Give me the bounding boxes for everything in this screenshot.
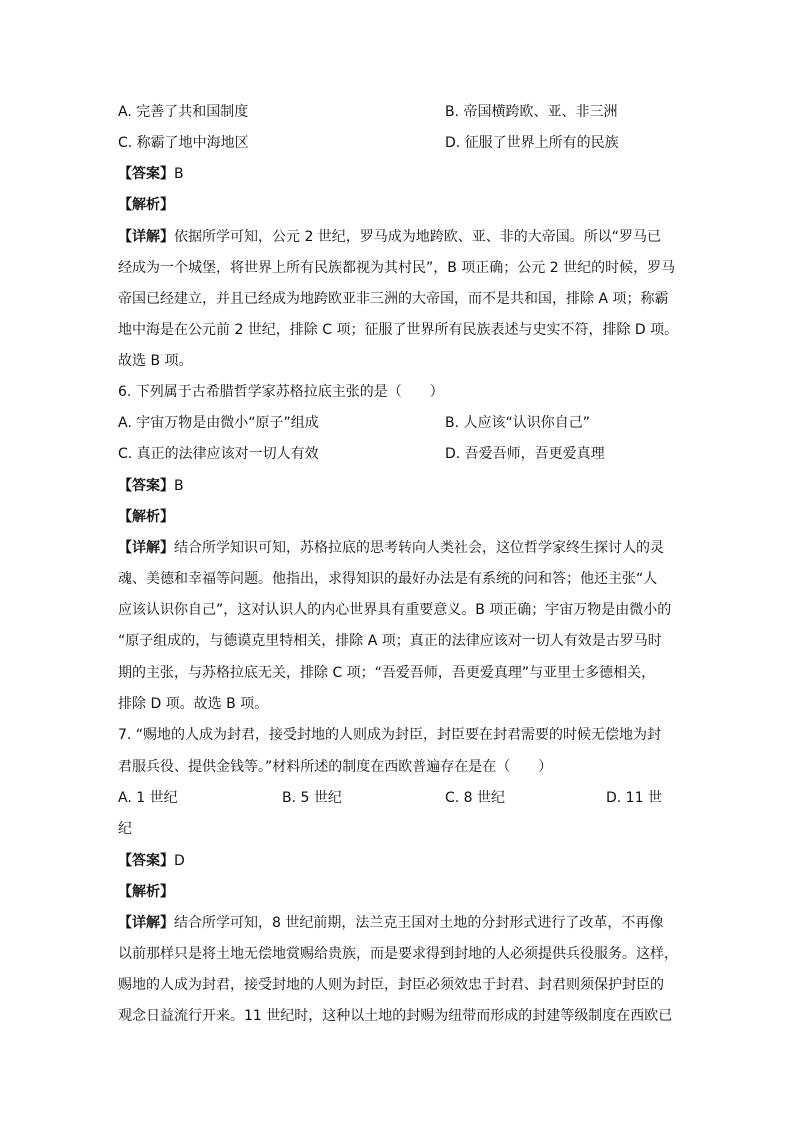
q6-detail-line: 排除 D 项。故选 B 项。 [118, 696, 269, 712]
answer-value: B [174, 478, 184, 494]
q6-option-c: C. 真正的法律应该对一切人有效 [118, 446, 319, 462]
answer-tag: 【答案】 [118, 166, 174, 182]
q5-option-d: D. 征服了世界上所有的民族 [445, 135, 619, 151]
q7-stem-line: 7. “赐地的人成为封君，接受封地的人则成为封臣，封臣要在封君需要的时候无偿地为封 [118, 727, 662, 743]
q5-detail-line: 经成为一个城堡，将世界上所有民族都视为其村民”，B 项正确；公元 2 世纪的时候，罗马 [118, 260, 676, 276]
answer-tag: 【答案】 [118, 853, 174, 869]
q6-detail-line: “原子组成的，与德谟克里特相关，排除 A 项；真正的法律应该对一切人有效是古罗马时 [118, 633, 662, 649]
detail-tag: 【详解】 [118, 915, 174, 931]
answer-value: B [174, 166, 184, 182]
q6-stem: 6. 下列属于古希腊哲学家苏格拉底主张的是（ ） [118, 384, 444, 400]
q6-detail-line [118, 539, 664, 557]
detail-tag: 【详解】 [118, 229, 174, 245]
q7-option-a: A. 1 世纪 [118, 790, 178, 806]
q6-option-a: A. 宇宙万物是由微小“原子”组成 [118, 415, 319, 431]
detail-text: 结合所学知识可知，苏格拉底的思考转向人类社会，这位哲学家终生探讨人的灵 [174, 540, 664, 556]
q5-option-a: A. 完善了共和国制度 [118, 104, 249, 120]
answer-tag: 【答案】 [118, 478, 174, 494]
q7-analysis-tag: 【解析】 [118, 884, 174, 900]
q7-option-d: D. 11 世 [606, 790, 662, 806]
q5-detail-line [118, 228, 661, 246]
q7-answer [118, 852, 185, 870]
q7-detail-line: 观念日益流行开来。11 世纪时，这种以土地的封赐为纽带而形成的封建等级制度在西欧已 [118, 1008, 673, 1024]
q5-detail-line: 地中海是在公元前 2 世纪，排除 C 项；征服了世界所有民族表述与史实不符，排除 D 项。 [118, 322, 679, 338]
detail-text: 结合所学可知，8 世纪前期，法兰克王国对土地的分封形式进行了改革，不再像 [174, 915, 664, 931]
q6-option-d: D. 吾爱吾师，吾更爱真理 [445, 446, 605, 462]
answer-value: D [174, 853, 185, 869]
detail-text: 依据所学可知，公元 2 世纪，罗马成为地跨欧、亚、非的大帝国。所以“罗马已 [174, 229, 662, 245]
q7-option-c: C. 8 世纪 [445, 790, 506, 806]
q5-detail-line: 帝国已经建立，并且已经成为地跨欧亚非三洲的大帝国，而不是共和国，排除 A 项；称霸 [118, 291, 669, 307]
q7-detail-line: 赐地的人成为封君，接受封地的人则为封臣，封臣必须效忠于封君、封君则须保护封臣的 [118, 977, 664, 993]
q6-answer [118, 477, 184, 495]
q5-analysis-tag: 【解析】 [118, 197, 174, 213]
q6-detail-line: 应该认识你自己”，这对认识人的内心世界具有重要意义。B 项正确；宇宙万物是由微小的 [118, 602, 672, 618]
q6-analysis-tag: 【解析】 [118, 509, 174, 525]
q5-detail-line: 故选 B 项。 [118, 353, 193, 369]
q7-detail-line: 以前那样只是将土地无偿地赏赐给贵族，而是要求得到封地的人必须提供兵役服务。这样， [118, 946, 678, 962]
q6-detail-line: 魂、美德和幸福等问题。他指出，求得知识的最好办法是有系统的问和答；他还主张“人 [118, 571, 658, 587]
q7-detail-line [118, 914, 663, 932]
q5-option-c: C. 称霸了地中海地区 [118, 135, 249, 151]
detail-tag: 【详解】 [118, 540, 174, 556]
q7-stem-line: 君服兵役、提供金钱等。”材料所述的制度在西欧普遍存在是在（ ） [118, 759, 553, 775]
q6-detail-line: 期的主张，与苏格拉底无关，排除 C 项；“吾爱吾师，吾更爱真理”与亚里士多德相关， [118, 665, 656, 681]
q7-option-b: B. 5 世纪 [282, 790, 342, 806]
q6-option-b: B. 人应该“认识你自己” [445, 415, 591, 431]
q5-option-b: B. 帝国横跨欧、亚、非三洲 [445, 104, 618, 120]
q5-answer [118, 165, 184, 183]
q7-option-wrap: 纪 [118, 821, 132, 837]
